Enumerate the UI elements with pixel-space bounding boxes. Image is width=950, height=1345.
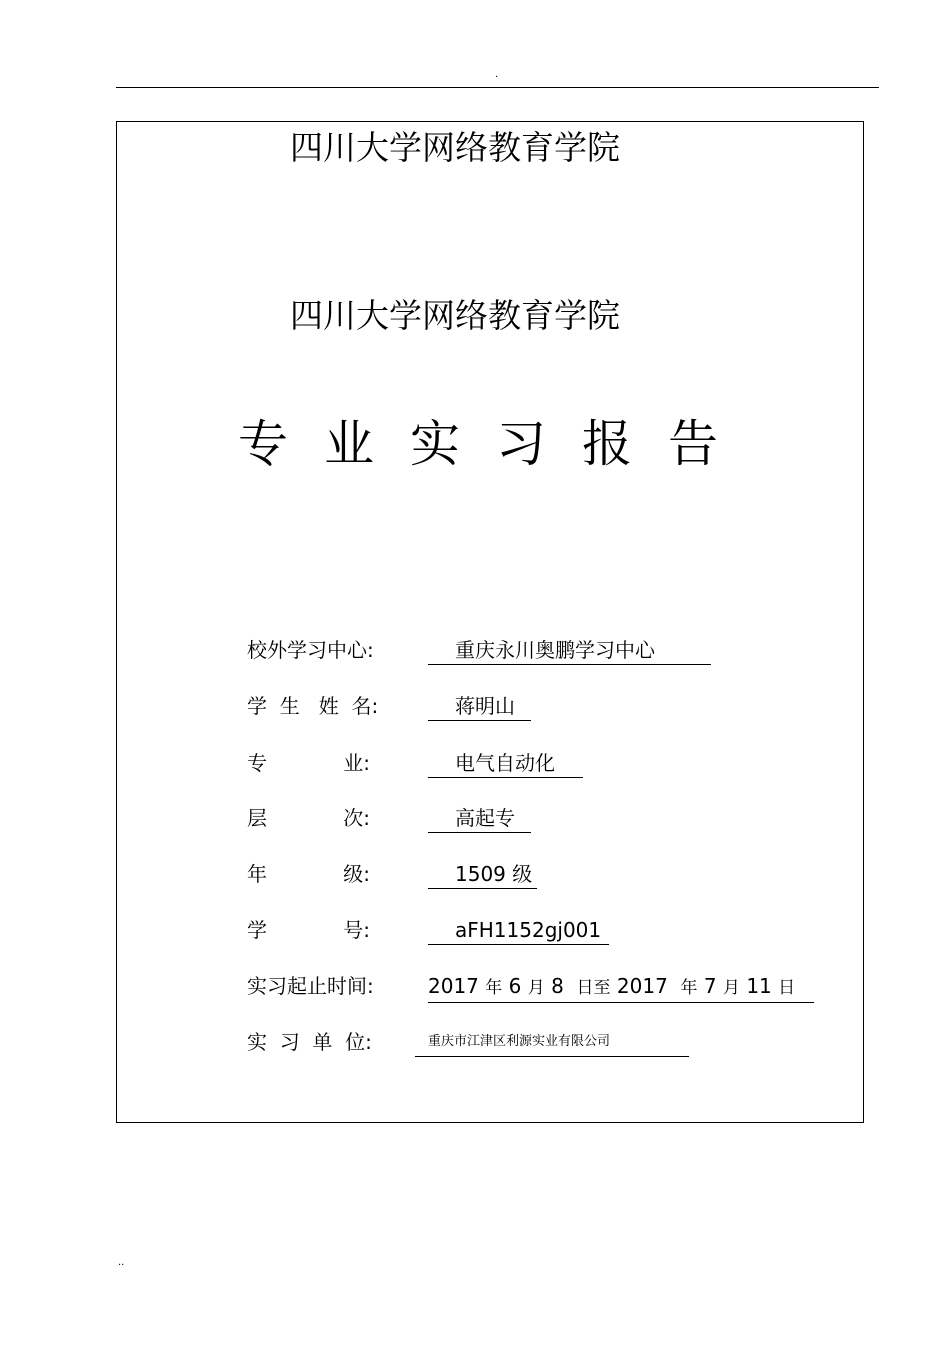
footer-mark: .. bbox=[118, 1257, 125, 1268]
field-value: 电气自动化 bbox=[428, 749, 583, 778]
start-month: 6 bbox=[508, 974, 522, 998]
unit-month-end: 月 bbox=[722, 978, 740, 998]
field-internship-period bbox=[247, 972, 847, 1004]
field-grade bbox=[247, 860, 847, 892]
unit-day: 日 bbox=[778, 978, 796, 998]
field-value: 重庆永川奥鹏学习中心 bbox=[428, 636, 711, 665]
end-year: 2017 bbox=[616, 974, 668, 998]
start-year: 2017 bbox=[428, 974, 479, 998]
start-day: 8 bbox=[551, 974, 564, 998]
unit-day-to: 日至 bbox=[576, 978, 611, 998]
field-value: aFH1152gj001 bbox=[428, 916, 609, 945]
end-month: 7 bbox=[703, 974, 717, 998]
unit-year-end: 年 bbox=[680, 978, 698, 998]
field-label: 学 号: bbox=[247, 918, 371, 942]
header-mark: . bbox=[495, 69, 499, 80]
report-title: 专业实习报告 bbox=[238, 415, 754, 473]
field-value: 1509 级 bbox=[428, 860, 537, 889]
field-value: 蒋明山 bbox=[428, 692, 531, 721]
institution-name-top: 四川大学网络教育学院 bbox=[290, 128, 620, 167]
field-label: 学 生 姓 名: bbox=[247, 694, 379, 718]
unit-month: 月 bbox=[527, 978, 545, 998]
field-label: 实 习 单 位: bbox=[247, 1030, 372, 1054]
field-learning-center bbox=[247, 636, 847, 668]
field-label: 校外学习中心: bbox=[247, 638, 374, 662]
field-value: 高起专 bbox=[428, 804, 531, 833]
field-label: 专 业: bbox=[247, 751, 371, 775]
field-major bbox=[247, 749, 847, 781]
field-student-id bbox=[247, 916, 847, 948]
field-student-name bbox=[247, 692, 847, 724]
field-label: 实习起止时间: bbox=[247, 974, 374, 998]
institution-name: 四川大学网络教育学院 bbox=[290, 296, 620, 335]
unit-year: 年 bbox=[485, 978, 503, 998]
field-level bbox=[247, 804, 847, 836]
field-internship-unit bbox=[247, 1028, 847, 1060]
field-value bbox=[428, 972, 814, 1003]
field-value: 重庆市江津区利源实业有限公司 bbox=[415, 1028, 689, 1057]
field-label: 年 级: bbox=[247, 862, 371, 886]
header-rule bbox=[116, 87, 879, 88]
end-day: 11 bbox=[746, 974, 772, 998]
field-label: 层 次: bbox=[247, 806, 371, 830]
